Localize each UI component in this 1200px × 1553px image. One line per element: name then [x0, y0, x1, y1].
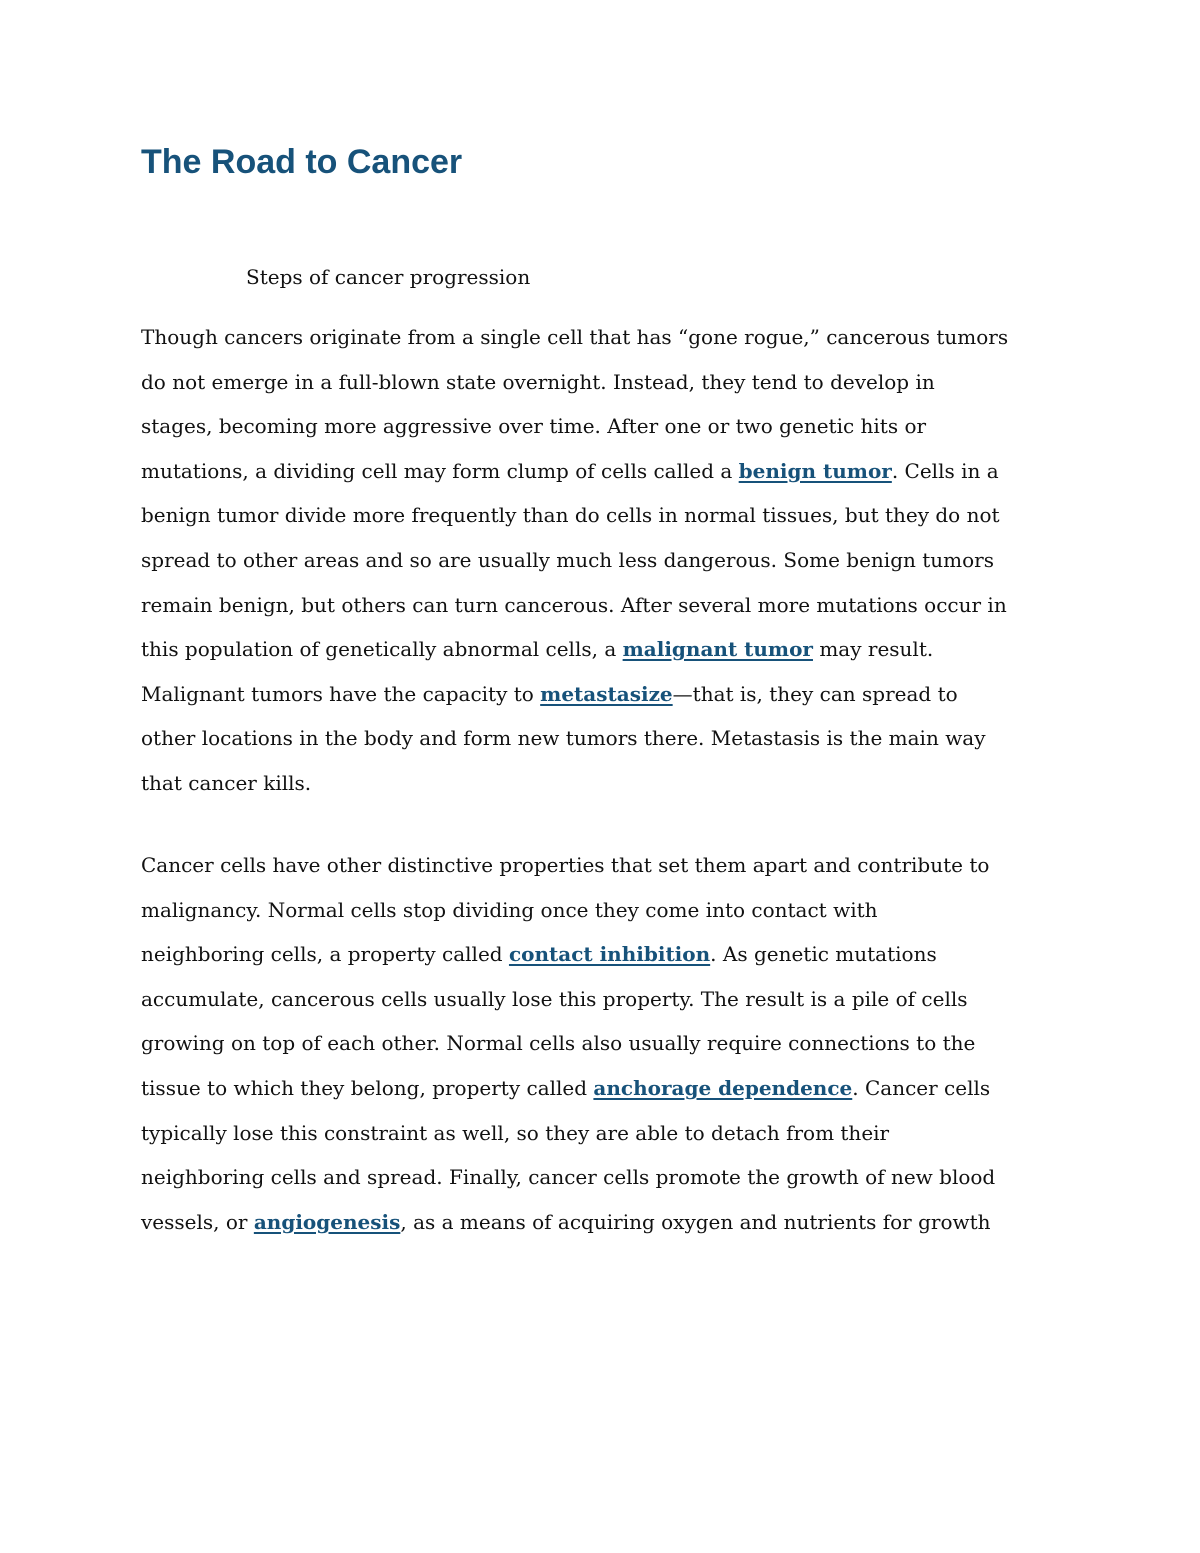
- text-run: stages, becoming more aggressive over time. After one or two genetic hits or: [141, 414, 927, 439]
- text-run: neighboring cells and spread. Finally, cancer cells promote the growth of new blood: [141, 1165, 996, 1190]
- paragraph-1: [141, 315, 1081, 806]
- text-run: Though cancers originate from a single cell that has “gone rogue,” cancerous tumors: [141, 325, 1009, 349]
- link-benign-tumor[interactable]: benign tumor: [738, 458, 892, 483]
- text-run: spread to other areas and so are usually much less dangerous. Some benign tumors: [141, 547, 994, 572]
- text-run: accumulate, cancerous cells usually lose this property. The result is a pile of cells: [141, 986, 968, 1011]
- text-line: [141, 627, 1081, 672]
- text-line: [141, 716, 1081, 761]
- text-line: [141, 1021, 1081, 1066]
- text-run: benign tumor divide more frequently than do cells in normal tissues, but they do not: [141, 503, 1000, 528]
- text-run: this population of genetically abnormal cells, a: [141, 637, 623, 662]
- text-line: [141, 315, 1081, 360]
- text-line: [141, 360, 1081, 405]
- text-run: —that is, they can spread to: [672, 681, 958, 706]
- text-run: Cancer cells have other distinctive properties that set them apart and contribute to: [141, 853, 990, 877]
- text-line: [141, 493, 1081, 538]
- text-run: vessels, or: [141, 1209, 254, 1234]
- text-run: may result.: [812, 637, 934, 662]
- text-run: . As genetic mutations: [710, 942, 937, 967]
- text-run: . Cancer cells: [852, 1075, 991, 1100]
- link-anchorage-dependence[interactable]: anchorage dependence: [593, 1075, 853, 1100]
- text-line: [141, 932, 1081, 977]
- text-run: other locations in the body and form new tumors there. Metastasis is the main way: [141, 726, 986, 751]
- text-line: [141, 1200, 1081, 1245]
- text-line: [141, 449, 1081, 494]
- text-run: do not emerge in a full-blown state overnight. Instead, they tend to develop in: [141, 369, 935, 394]
- text-line: [141, 888, 1081, 933]
- text-run: remain benign, but others can turn cancerous. After several more mutations occur in: [141, 592, 1007, 617]
- link-malignant-tumor[interactable]: malignant tumor: [622, 637, 813, 662]
- text-line: [141, 583, 1081, 628]
- text-run: growing on top of each other. Normal cells also usually require connections to the: [141, 1031, 976, 1056]
- text-run: . Cells in a: [891, 458, 999, 483]
- text-line: [141, 843, 1081, 888]
- text-run: mutations, a dividing cell may form clump of cells called a: [141, 458, 739, 483]
- text-line: [141, 538, 1081, 583]
- text-run: tissue to which they belong, property called: [141, 1075, 594, 1100]
- section-subtitle: Steps of cancer progression: [246, 265, 531, 289]
- paragraph-2: [141, 843, 1081, 1244]
- text-line: [141, 761, 1081, 806]
- text-line: [141, 1066, 1081, 1111]
- text-run: that cancer kills.: [141, 770, 312, 795]
- link-angiogenesis[interactable]: angiogenesis: [253, 1209, 401, 1234]
- text-line: [141, 672, 1081, 717]
- text-run: Malignant tumors have the capacity to: [141, 681, 541, 706]
- text-line: [141, 1155, 1081, 1200]
- text-line: [141, 1111, 1081, 1156]
- text-run: typically lose this constraint as well, so they are able to detach from their: [141, 1120, 890, 1145]
- link-metastasize[interactable]: metastasize: [540, 681, 673, 706]
- link-contact-inhibition[interactable]: contact inhibition: [508, 942, 711, 967]
- text-run: neighboring cells, a property called: [141, 942, 509, 967]
- text-run: , as a means of acquiring oxygen and nutrients for growth: [400, 1209, 991, 1234]
- text-line: [141, 977, 1081, 1022]
- text-line: [141, 404, 1081, 449]
- text-run: malignancy. Normal cells stop dividing once they come into contact with: [141, 897, 878, 922]
- page-title: The Road to Cancer: [141, 143, 463, 181]
